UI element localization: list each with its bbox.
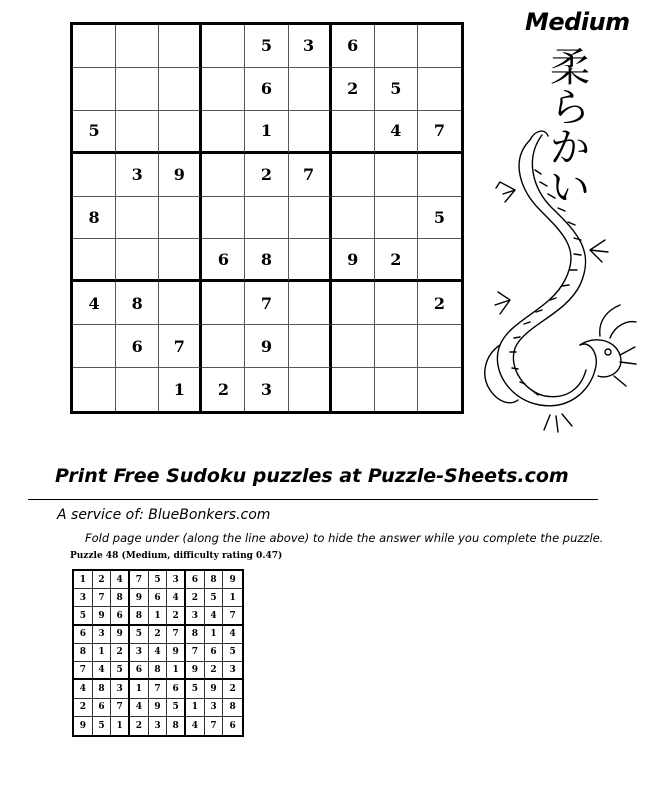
- solution-cell: 7: [167, 626, 186, 644]
- solution-cell: 9: [205, 680, 224, 698]
- solution-cell: 9: [149, 699, 168, 717]
- puzzle-cell: [159, 197, 202, 240]
- puzzle-cell: 2: [418, 282, 461, 325]
- puzzle-cell: [202, 282, 245, 325]
- solution-cell: 2: [93, 571, 112, 589]
- solution-cell: 6: [93, 699, 112, 717]
- puzzle-cell: 4: [375, 111, 418, 154]
- solution-cell: 4: [111, 571, 130, 589]
- puzzle-cell: 6: [116, 325, 159, 368]
- solution-cell: 8: [205, 571, 224, 589]
- puzzle-cell: [332, 111, 375, 154]
- solution-cell: 7: [205, 717, 224, 735]
- puzzle-cell: [332, 154, 375, 197]
- solution-cell: 9: [93, 607, 112, 625]
- solution-cell: 4: [223, 626, 242, 644]
- solution-cell: 1: [223, 589, 242, 607]
- dragon-illustration: [470, 125, 640, 460]
- solution-cell: 4: [205, 607, 224, 625]
- solution-cell: 9: [74, 717, 93, 735]
- solution-cell: 6: [205, 644, 224, 662]
- solution-cell: 2: [186, 589, 205, 607]
- puzzle-cell: [73, 368, 116, 411]
- puzzle-cell: [332, 368, 375, 411]
- puzzle-cell: [159, 239, 202, 282]
- fold-instructions: Fold page under (along the line above) to hide the answer while you complete the puzzle.: [85, 531, 604, 545]
- puzzle-cell: 2: [332, 68, 375, 111]
- solution-cell: 7: [93, 589, 112, 607]
- solution-cell: 7: [130, 571, 149, 589]
- puzzle-cell: 5: [418, 197, 461, 240]
- puzzle-cell: [73, 68, 116, 111]
- fold-line: [28, 499, 598, 500]
- solution-cell: 8: [186, 626, 205, 644]
- puzzle-cell: 7: [418, 111, 461, 154]
- solution-cell: 3: [130, 644, 149, 662]
- puzzle-cell: [159, 68, 202, 111]
- puzzle-cell: [375, 25, 418, 68]
- puzzle-cell: 7: [245, 282, 288, 325]
- puzzle-cell: [418, 25, 461, 68]
- solution-cell: 2: [74, 699, 93, 717]
- puzzle-cell: 8: [116, 282, 159, 325]
- puzzle-cell: [375, 368, 418, 411]
- puzzle-cell: 5: [375, 68, 418, 111]
- difficulty-label: Medium: [525, 8, 630, 36]
- puzzle-cell: [202, 197, 245, 240]
- solution-cell: 8: [149, 662, 168, 680]
- solution-cell: 8: [130, 607, 149, 625]
- solution-cell: 4: [167, 589, 186, 607]
- puzzle-cell: [289, 68, 332, 111]
- solution-cell: 5: [167, 699, 186, 717]
- puzzle-cell: [159, 282, 202, 325]
- puzzle-cell: 6: [332, 25, 375, 68]
- puzzle-cell: [116, 197, 159, 240]
- solution-cell: 6: [74, 626, 93, 644]
- puzzle-cell: 3: [245, 368, 288, 411]
- solution-cell: 3: [149, 717, 168, 735]
- solution-cell: 9: [186, 662, 205, 680]
- solution-cell: 6: [130, 662, 149, 680]
- solution-cell: 3: [186, 607, 205, 625]
- kanji-char: い: [550, 165, 590, 211]
- solution-cell: 6: [229, 720, 236, 731]
- puzzle-cell: [289, 325, 332, 368]
- puzzle-cell: [202, 111, 245, 154]
- solution-cell: 7: [149, 680, 168, 698]
- kanji-char: ら: [550, 85, 590, 131]
- solution-cell: 2: [223, 680, 242, 698]
- puzzle-cell: [289, 239, 332, 282]
- solution-cell: 3: [205, 699, 224, 717]
- kanji-char: か: [550, 125, 590, 171]
- puzzle-cell: 6: [245, 68, 288, 111]
- puzzle-cell: [202, 325, 245, 368]
- solution-cell: 9: [130, 589, 149, 607]
- puzzle-cell: [418, 239, 461, 282]
- solution-cell: 8: [223, 699, 242, 717]
- puzzle-cell: [332, 325, 375, 368]
- solution-cell: 9: [223, 571, 242, 589]
- sudoku-solution-grid: [72, 569, 244, 737]
- puzzle-cell: 3: [289, 25, 332, 68]
- solution-cell: 1: [149, 607, 168, 625]
- solution-cell: 5: [130, 626, 149, 644]
- solution-cell: 2: [205, 662, 224, 680]
- service-text: A service of: BlueBonkers.com: [57, 507, 271, 523]
- solution-cell: 5: [186, 680, 205, 698]
- solution-cell: 2: [111, 644, 130, 662]
- solution-cell: 1: [130, 680, 149, 698]
- puzzle-cell: [116, 239, 159, 282]
- solution-cell: 5: [149, 571, 168, 589]
- solution-cell: 4: [186, 717, 205, 735]
- puzzle-cell: [202, 25, 245, 68]
- solution-cell: 1: [186, 699, 205, 717]
- puzzle-cell: 8: [245, 239, 288, 282]
- solution-cell: 7: [223, 607, 242, 625]
- solution-cell: 1: [93, 644, 112, 662]
- puzzle-cell: [116, 68, 159, 111]
- puzzle-cell: 9: [332, 239, 375, 282]
- solution-cell: 8: [111, 589, 130, 607]
- puzzle-cell: 2: [375, 239, 418, 282]
- solution-cell: 5: [74, 607, 93, 625]
- headline: Print Free Sudoku puzzles at Puzzle-Sheets.com: [55, 465, 569, 487]
- puzzle-cell: [375, 325, 418, 368]
- puzzle-cell: [73, 25, 116, 68]
- puzzle-cell: [116, 368, 159, 411]
- puzzle-cell: 5: [73, 111, 116, 154]
- puzzle-cell: [73, 154, 116, 197]
- solution-cell: 5: [93, 717, 112, 735]
- puzzle-cell: [289, 197, 332, 240]
- solution-cell: 3: [223, 662, 242, 680]
- solution-cell: 4: [130, 699, 149, 717]
- puzzle-cell: 3: [116, 154, 159, 197]
- solution-cell: 1: [74, 571, 93, 589]
- solution-cell: 4: [149, 644, 168, 662]
- solution-cell: 7: [74, 662, 93, 680]
- puzzle-cell: [375, 154, 418, 197]
- puzzle-cell: [202, 154, 245, 197]
- puzzle-cell: [159, 111, 202, 154]
- puzzle-cell: [332, 282, 375, 325]
- kanji-char: 柔: [550, 45, 590, 91]
- puzzle-cell: 2: [202, 368, 245, 411]
- solution-cell: 4: [74, 680, 93, 698]
- solution-cell: 6: [167, 680, 186, 698]
- solution-cell: 3: [167, 571, 186, 589]
- solution-cell: 2: [130, 717, 149, 735]
- puzzle-cell: 4: [73, 282, 116, 325]
- puzzle-cell: 9: [245, 325, 288, 368]
- puzzle-cell: [289, 111, 332, 154]
- puzzle-cell: [418, 368, 461, 411]
- solution-cell: 7: [111, 699, 130, 717]
- solution-cell: 8: [74, 644, 93, 662]
- puzzle-cell: 1: [159, 368, 202, 411]
- puzzle-cell: 7: [159, 325, 202, 368]
- puzzle-cell: 2: [245, 154, 288, 197]
- puzzle-cell: [202, 68, 245, 111]
- solution-cell: 9: [111, 626, 130, 644]
- puzzle-cell: [332, 197, 375, 240]
- solution-cell: 5: [111, 662, 130, 680]
- puzzle-cell: 5: [245, 25, 288, 68]
- puzzle-cell: [418, 68, 461, 111]
- puzzle-cell: [116, 111, 159, 154]
- solution-cell: 1: [167, 662, 186, 680]
- solution-cell: 5: [205, 589, 224, 607]
- puzzle-cell: [159, 25, 202, 68]
- puzzle-cell: 8: [73, 197, 116, 240]
- puzzle-cell: [289, 282, 332, 325]
- puzzle-cell: [289, 368, 332, 411]
- puzzle-cell: [73, 325, 116, 368]
- solution-cell: 1: [205, 626, 224, 644]
- solution-cell: 6: [186, 571, 205, 589]
- puzzle-cell: [375, 282, 418, 325]
- solution-cell: 8: [93, 680, 112, 698]
- puzzle-cell: [73, 239, 116, 282]
- puzzle-cell: 6: [202, 239, 245, 282]
- solution-cell: 6: [149, 589, 168, 607]
- sudoku-puzzle-grid: [70, 22, 464, 414]
- solution-cell: 8: [167, 717, 186, 735]
- puzzle-cell: [418, 154, 461, 197]
- solution-cell: 4: [93, 662, 112, 680]
- solution-title: Puzzle 48 (Medium, difficulty rating 0.47): [70, 551, 283, 561]
- solution-cell: 6: [111, 607, 130, 625]
- puzzle-cell: 7: [289, 154, 332, 197]
- solution-cell: 1: [111, 717, 130, 735]
- solution-cell: 3: [74, 589, 93, 607]
- puzzle-cell: [116, 25, 159, 68]
- puzzle-cell: 1: [245, 111, 288, 154]
- solution-cell: 2: [149, 626, 168, 644]
- puzzle-cell: [418, 325, 461, 368]
- puzzle-cell: [375, 197, 418, 240]
- solution-cell: 5: [223, 644, 242, 662]
- solution-cell: 3: [93, 626, 112, 644]
- puzzle-cell: [245, 197, 288, 240]
- solution-cell: 9: [167, 644, 186, 662]
- solution-cell: 2: [167, 607, 186, 625]
- solution-cell: 3: [111, 680, 130, 698]
- solution-cell: 7: [186, 644, 205, 662]
- puzzle-cell: 9: [159, 154, 202, 197]
